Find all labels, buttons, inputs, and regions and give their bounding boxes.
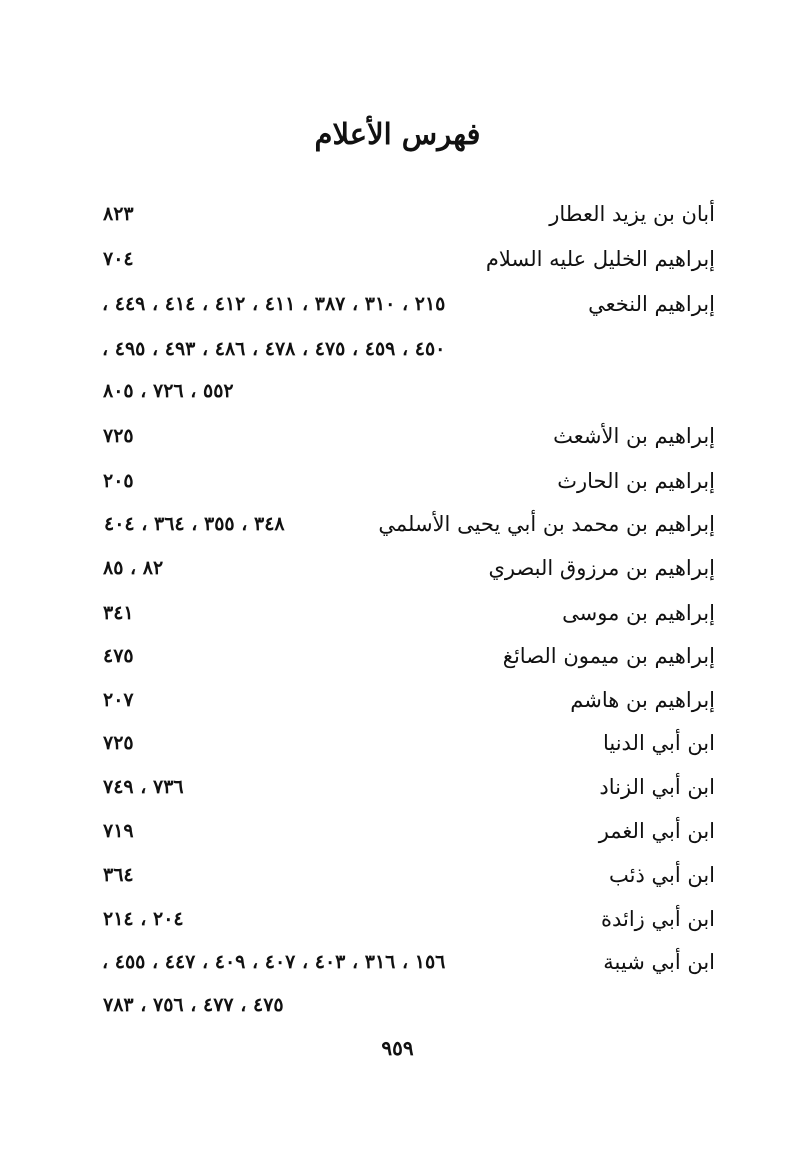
entry-name: إبراهيم بن الحارث: [557, 469, 715, 493]
index-entry: [0, 237, 795, 281]
entry-pages: ٧٢٥: [103, 425, 134, 447]
entry-pages: ٣٦٤: [103, 864, 134, 886]
entry-pages: ٢٠٧: [103, 689, 134, 711]
index-entry: [0, 634, 795, 678]
entry-pages: ٤٧٥: [103, 645, 134, 667]
entry-pages: ٢٠٤ ، ٢١٤: [103, 908, 184, 930]
entry-pages: ٨٢ ، ٨٥: [103, 557, 164, 579]
entry-pages: ٧١٩: [103, 820, 134, 842]
index-entry: [0, 809, 795, 853]
index-entry-continuation: [0, 369, 795, 413]
entry-pages: ٧٠٤: [103, 248, 134, 270]
index-entry-continuation: [0, 327, 795, 371]
entry-name: ابن أبي شيبة: [603, 950, 715, 974]
entry-name: إبراهيم بن الأشعث: [553, 424, 715, 448]
index-entry: [0, 282, 795, 326]
entry-pages: ٣٤١: [103, 602, 134, 624]
entry-name: ابن أبي الغمر: [598, 819, 715, 843]
index-entry: [0, 765, 795, 809]
entry-name: ابن أبي الدنيا: [602, 731, 715, 755]
entry-pages: ٥٥٢ ، ٧٢٦ ، ٨٠٥: [103, 380, 234, 402]
entry-pages: ١٥٦ ، ٣١٦ ، ٤٠٣ ، ٤٠٧ ، ٤٠٩ ، ٤٤٧ ، ٤٥٥ ،: [102, 951, 446, 973]
index-entry: [0, 546, 795, 590]
index-entry: [0, 897, 795, 941]
entry-name: أبان بن يزيد العطار: [549, 202, 715, 226]
page-number: ٩٥٩: [381, 1036, 414, 1060]
entry-pages: ٣٤٨ ، ٣٥٥ ، ٣٦٤ ، ٤٠٤: [104, 513, 285, 535]
entry-pages: ٤٧٥ ، ٤٧٧ ، ٧٥٦ ، ٧٨٣: [103, 994, 284, 1016]
index-entry: [0, 192, 795, 236]
entry-name: إبراهيم بن ميمون الصائغ: [502, 644, 715, 668]
index-entry: [0, 853, 795, 897]
index-entry: [0, 502, 795, 546]
index-entry: [0, 940, 795, 984]
entry-pages: ٧٣٦ ، ٧٤٩: [103, 776, 184, 798]
entry-name: إبراهيم بن محمد بن أبي يحيى الأسلمي: [378, 512, 715, 536]
entry-pages: ٧٢٥: [103, 732, 134, 754]
index-entry: [0, 459, 795, 503]
entry-pages: ٢١٥ ، ٣١٠ ، ٣٨٧ ، ٤١١ ، ٤١٢ ، ٤١٤ ، ٤٤٩ ،: [102, 293, 446, 315]
index-entry: [0, 414, 795, 458]
entry-pages: ٤٥٠ ، ٤٥٩ ، ٤٧٥ ، ٤٧٨ ، ٤٨٦ ، ٤٩٣ ، ٤٩٥ ،: [102, 338, 446, 360]
index-entry-continuation: [0, 983, 795, 1027]
entry-name: ابن أبي ذئب: [608, 863, 715, 887]
entry-name: إبراهيم بن مرزوق البصري: [488, 556, 715, 580]
index-entry: [0, 721, 795, 765]
entry-name: ابن أبي زائدة: [600, 907, 715, 931]
entry-name: ابن أبي الزناد: [599, 775, 715, 799]
entry-pages: ٢٠٥: [103, 470, 134, 492]
index-entry: [0, 591, 795, 635]
entry-name: إبراهيم النخعي: [588, 292, 715, 316]
page-title: فهرس الأعلام: [314, 117, 481, 151]
index-entry: [0, 678, 795, 722]
entry-name: إبراهيم الخليل عليه السلام: [485, 247, 715, 271]
entry-name: إبراهيم بن هاشم: [570, 688, 715, 712]
entry-pages: ٨٢٣: [103, 203, 134, 225]
entry-name: إبراهيم بن موسى: [562, 601, 715, 625]
